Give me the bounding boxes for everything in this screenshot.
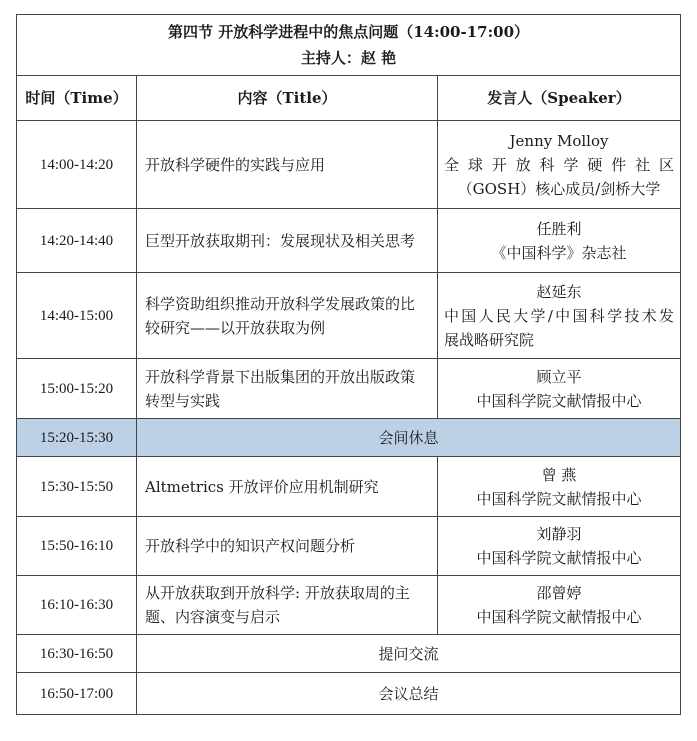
title-row [17, 15, 681, 76]
time-cell: 14:00-14:20 [17, 121, 137, 209]
table-row [17, 359, 681, 419]
speaker-cell [438, 273, 681, 359]
time-cell: 15:00-15:20 [17, 359, 137, 419]
speaker-name: 刘静羽 [536, 525, 582, 543]
table-row [17, 121, 681, 209]
time-cell: 15:30-15:50 [17, 457, 137, 517]
speaker-name: 任胜利 [536, 219, 582, 238]
session-host: 主持人：赵 艳 [300, 49, 397, 67]
title-cell: 科学资助组织推动开放科学发展政策的比较研究——以开放获取为例 [137, 273, 438, 359]
time-cell: 16:30-16:50 [17, 635, 137, 673]
schedule-table [16, 14, 681, 715]
time-cell: 15:50-16:10 [17, 517, 137, 576]
title-cell: 开放科学中的知识产权问题分析 [137, 517, 438, 576]
time-cell: 16:10-16:30 [17, 576, 137, 635]
speaker-affiliation: 中国人民大学/中国科学技术发 [444, 306, 675, 325]
speaker-cell [438, 576, 681, 635]
table-row [17, 576, 681, 635]
speaker-cell [438, 209, 681, 273]
title-cell: 开放科学背景下出版集团的开放出版政策转型与实践 [137, 359, 438, 419]
qa-cell: 提问交流 [137, 635, 681, 673]
time-cell: 14:20-14:40 [17, 209, 137, 273]
speaker-affiliation: 中国科学院文献情报中心 [476, 549, 642, 567]
session-title-cell [17, 15, 681, 76]
speaker-cell [438, 121, 681, 209]
speaker-affiliation: 全球开放科学硬件社区 [444, 155, 675, 174]
speaker-name: 曾 燕 [541, 465, 577, 484]
speaker-affiliation: 中国科学院文献情报中心 [476, 391, 642, 410]
speaker-name: 邵曾婷 [536, 584, 582, 602]
table-row [17, 635, 681, 673]
speaker-affiliation: 中国科学院文献情报中心 [476, 608, 642, 626]
speaker-name: 顾立平 [536, 367, 582, 386]
column-header-time: 时间（Time） [17, 76, 137, 121]
table-row [17, 673, 681, 715]
table-row-break [17, 419, 681, 457]
title-cell: 从开放获取到开放科学: 开放获取周的主题、内容演变与启示 [137, 576, 438, 635]
summary-cell: 会议总结 [137, 673, 681, 715]
title-cell: 开放科学硬件的实践与应用 [137, 121, 438, 209]
time-cell: 15:20-15:30 [17, 419, 137, 457]
speaker-name: 赵延东 [536, 282, 582, 301]
table-row [17, 209, 681, 273]
session-title: 第四节 开放科学进程中的焦点问题（14:00-17:00） [167, 23, 530, 41]
table-row [17, 273, 681, 359]
column-header-speaker: 发言人（Speaker） [438, 76, 681, 121]
time-cell: 14:40-15:00 [17, 273, 137, 359]
speaker-name: Jenny Molloy [509, 131, 609, 150]
speaker-affiliation: 中国科学院文献情报中心 [476, 489, 642, 508]
speaker-cell [438, 457, 681, 517]
table-row [17, 517, 681, 576]
time-cell: 16:50-17:00 [17, 673, 137, 715]
title-cell: Altmetrics 开放评价应用机制研究 [137, 457, 438, 517]
break-cell: 会间休息 [137, 419, 681, 457]
speaker-affiliation: （GOSH）核心成员/剑桥大学 [457, 179, 661, 198]
speaker-cell [438, 359, 681, 419]
title-cell: 巨型开放获取期刊：发展现状及相关思考 [137, 209, 438, 273]
column-header-title: 内容（Title） [137, 76, 438, 121]
table-row [17, 457, 681, 517]
speaker-affiliation: 展战略研究院 [444, 330, 535, 349]
speaker-cell [438, 517, 681, 576]
speaker-affiliation: 《中国科学》杂志社 [491, 243, 627, 262]
header-row [17, 76, 681, 121]
